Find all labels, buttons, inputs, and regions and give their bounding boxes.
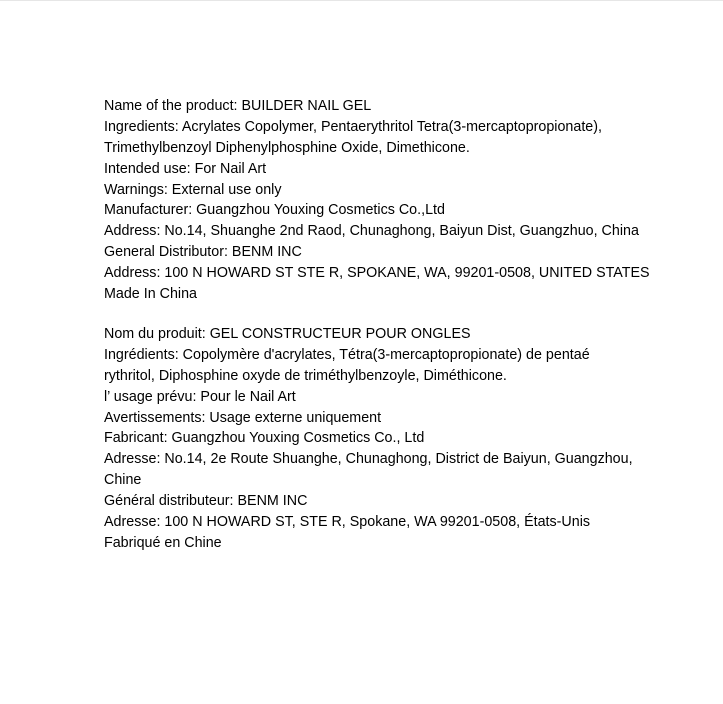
intended-use-line: Intended use: For Nail Art: [104, 160, 267, 177]
product-name-line: Name of the product: BUILDER NAIL GEL: [104, 98, 372, 114]
distributor-line: General Distributor: BENM INC: [104, 244, 302, 261]
manufacturer-line: Fabricant: Guangzhou Youxing Cosmetics Co., Ltd: [104, 430, 425, 447]
ingredients-line: Ingrédients: Copolymère d'acrylates, Tétra(3-mercaptopropionate) de pentaé: [104, 346, 590, 363]
ingredients-continued-line: rythritol, Diphosphine oxyde de triméthylbenzoyle, Diméthicone.: [104, 367, 507, 384]
distributor-line: Général distributeur: BENM INC: [104, 493, 308, 510]
product-name-line: Nom du produit: GEL CONSTRUCTEUR POUR ONGLES: [104, 326, 471, 342]
ingredients-continued-line: Trimethylbenzoyl Diphenylphosphine Oxide, Dimethicone.: [104, 139, 470, 156]
page-top-border: [0, 0, 723, 1]
warnings-line: Avertissements: Usage externe uniquement: [104, 409, 382, 426]
intended-use-line: l’ usage prévu: Pour le Nail Art: [104, 388, 296, 405]
manufacturer-address-continued-line: Chine: [104, 472, 142, 489]
english-label-text: [104, 96, 650, 305]
manufacturer-address-line: Adresse: No.14, 2e Route Shuanghe, Chunaghong, District de Baiyun, Guangzhou,: [104, 451, 633, 468]
manufacturer-address-line: Address: No.14, Shuanghe 2nd Raod, Chunaghong, Baiyun Dist, Guangzhuo, China: [104, 223, 639, 240]
french-label-text: [104, 324, 633, 554]
ingredients-line: Ingredients: Acrylates Copolymer, Pentaerythritol Tetra(3-mercaptopropionate),: [104, 118, 602, 135]
distributor-address-line: Adresse: 100 N HOWARD ST, STE R, Spokane, WA 99201-0508, États-Unis: [104, 514, 591, 531]
origin-line: Fabriqué en Chine: [104, 534, 222, 551]
distributor-address-line: Address: 100 N HOWARD ST STE R, SPOKANE, WA, 99201-0508, UNITED STATES: [104, 265, 650, 282]
warnings-line: Warnings: External use only: [104, 181, 282, 198]
manufacturer-line: Manufacturer: Guangzhou Youxing Cosmetics Co.,Ltd: [104, 202, 445, 219]
origin-line: Made In China: [104, 286, 197, 303]
